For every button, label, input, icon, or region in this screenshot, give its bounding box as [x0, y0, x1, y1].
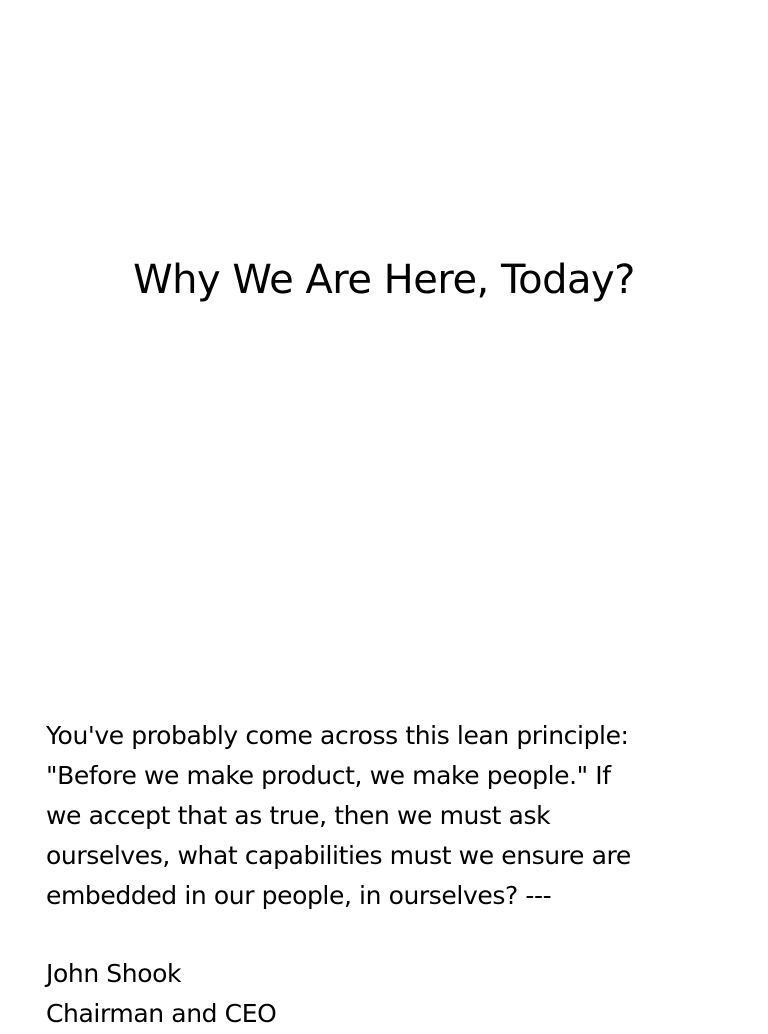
author-name: John Shook [46, 959, 182, 988]
quote-line: ourselves, what capabilities must we ensure are [46, 841, 631, 870]
quote-spacer [46, 916, 756, 954]
slide-title: Why We Are Here, Today? [133, 257, 635, 303]
author-title: Chairman and CEO [46, 999, 277, 1028]
quote-line: "Before we make product, we make people." If [46, 761, 611, 790]
quote-line: You've probably come across this lean principle: [46, 721, 629, 750]
quote-line: embedded in our people, in ourselves? --- [46, 881, 552, 910]
quote-block [46, 716, 756, 1034]
quote-line: we accept that as true, then we must ask [46, 801, 551, 830]
